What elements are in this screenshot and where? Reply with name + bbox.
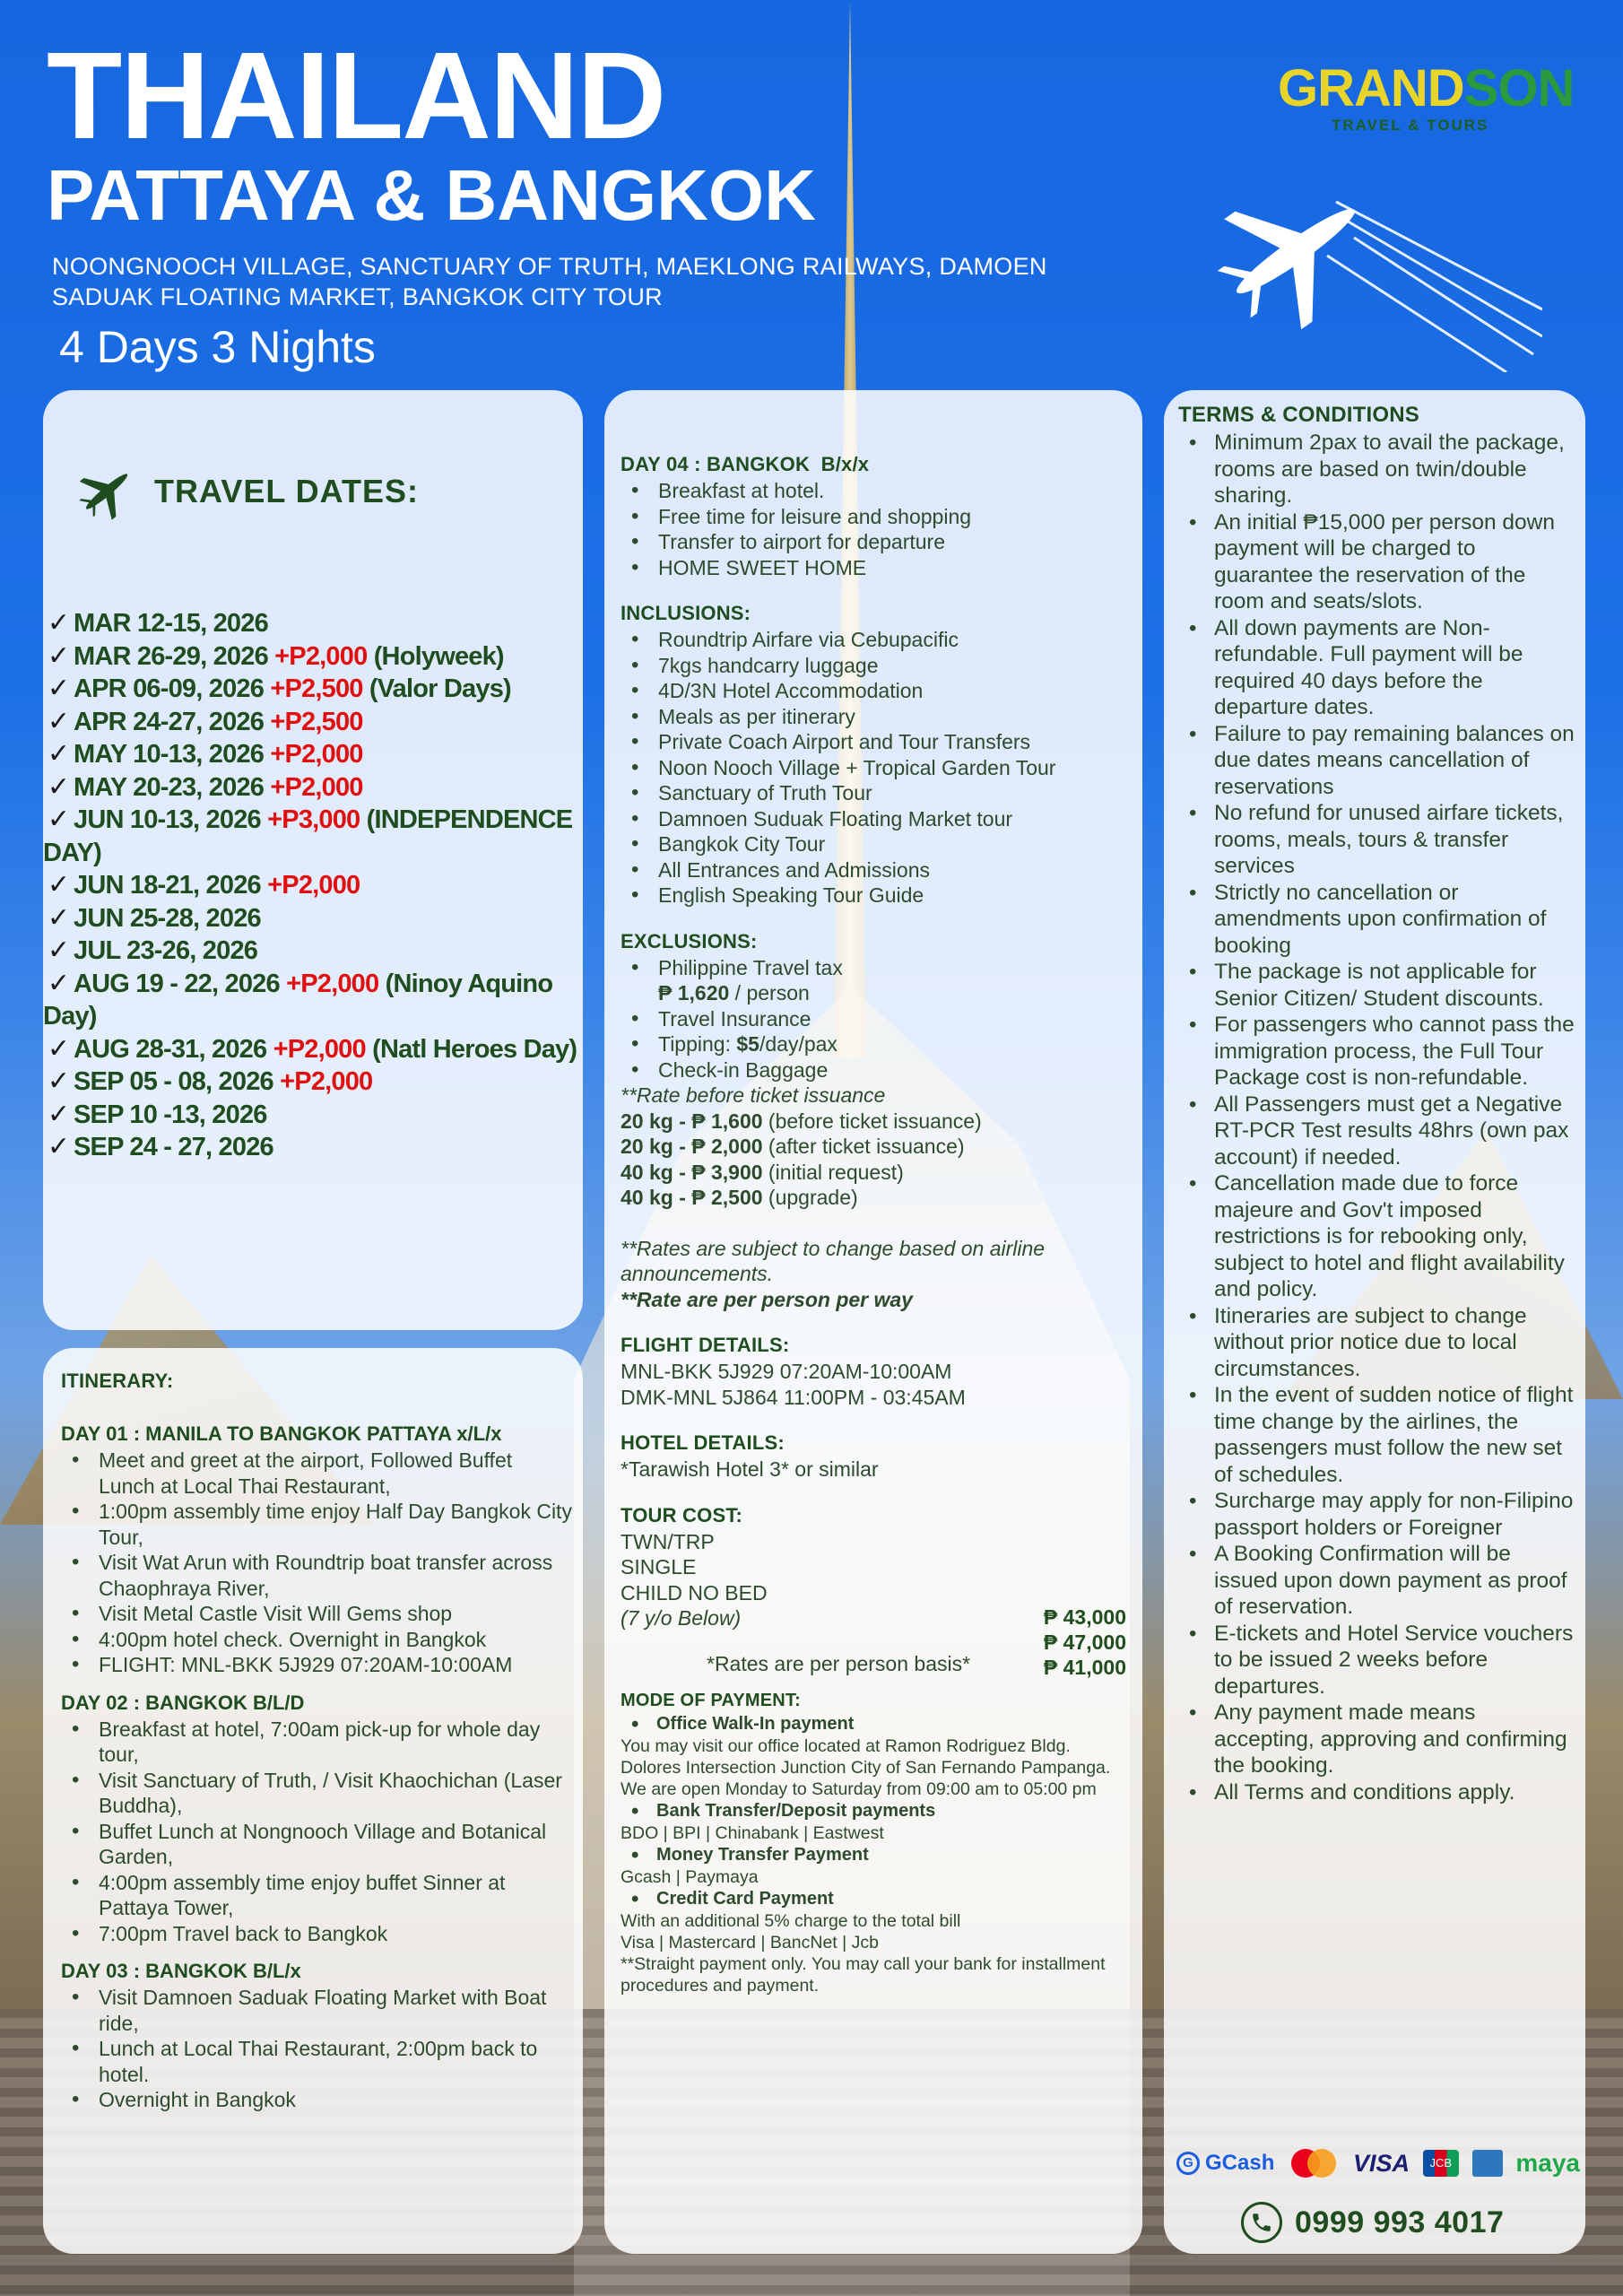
- list-item: • Overnight in Bangkok: [61, 2087, 572, 2113]
- check-icon: ✓: [47, 804, 70, 834]
- grandson-logo: [1278, 59, 1583, 152]
- baggage-rate-row: [621, 1109, 1132, 1135]
- list-item: • 4D/3N Hotel Accommodation: [621, 678, 1132, 704]
- travel-date: MAY 10-13, 2026: [74, 740, 265, 769]
- list-item: • Free time for leisure and shopping: [621, 504, 1132, 530]
- itinerary-day: [61, 1959, 572, 2113]
- list-item: • Surcharge may apply for non-Filipino passport holders or Foreigner: [1178, 1488, 1580, 1541]
- surcharge: +P2,000: [286, 969, 379, 998]
- tour-cost-heading: TOUR COST:: [621, 1503, 743, 1526]
- terms-list: [1178, 430, 1580, 1805]
- surcharge: +P2,000: [280, 1067, 373, 1096]
- list-item: • 7:00pm Travel back to Bangkok: [61, 1921, 572, 1947]
- list-item: • Visit Wat Arun with Roundtrip boat transfer across Chaophraya River,: [61, 1550, 572, 1601]
- day-title: DAY 02 : BANGKOK B/L/D: [61, 1691, 305, 1714]
- mastercard-logo: [1288, 2147, 1340, 2179]
- flight-heading: FLIGHT DETAILS:: [621, 1334, 790, 1356]
- travel-date-item: [43, 771, 583, 804]
- visa-logo: VISA: [1352, 2149, 1410, 2177]
- main-title: THAILAND: [47, 27, 665, 165]
- baggage-weight-price: 40 kg - ₱ 3,900: [621, 1160, 763, 1184]
- price-single: ₱ 47,000: [1043, 1630, 1126, 1654]
- cost-single: SINGLE: [621, 1555, 697, 1578]
- day4-list: [621, 478, 1132, 580]
- rate-note: **Rate before ticket issuance: [621, 1083, 886, 1107]
- check-icon: ✓: [47, 706, 70, 736]
- list-item: • All Terms and conditions apply.: [1178, 1779, 1580, 1806]
- check-icon: ✓: [47, 1132, 70, 1161]
- check-icon: ✓: [47, 739, 70, 769]
- travel-date-item: [43, 869, 583, 902]
- check-icon: ✓: [47, 870, 70, 900]
- per-way-note: **Rate are per person per way: [621, 1287, 913, 1311]
- travel-date: SEP 05 - 08, 2026: [74, 1067, 273, 1096]
- baggage-rate-note: (after ticket issuance): [762, 1135, 965, 1158]
- itinerary-panel: [43, 1348, 583, 2254]
- flight-outbound: MNL-BKK 5J929 07:20AM-10:00AM: [621, 1360, 952, 1383]
- travel-date-item: [43, 1065, 583, 1099]
- change-note: **Rates are subject to change based on airline announcements.: [621, 1236, 1046, 1285]
- list-item: • Bangkok City Tour: [621, 831, 1132, 857]
- list-item: • FLIGHT: MNL-BKK 5J929 07:20AM-10:00AM: [61, 1652, 572, 1678]
- list-item: • All Entrances and Admissions: [621, 857, 1132, 883]
- holiday-note: (INDEPENDENCE DAY): [43, 805, 573, 867]
- holiday-note: (Ninoy Aquino Day): [43, 969, 553, 1031]
- logo-name-right: SON: [1463, 59, 1575, 117]
- payment-block: [621, 1691, 1132, 1996]
- travel-date-item: [43, 640, 583, 674]
- baggage-rate-note: (upgrade): [762, 1186, 858, 1209]
- holiday-note: (Natl Heroes Day): [372, 1034, 577, 1064]
- check-icon: ✓: [47, 968, 70, 998]
- payment-card-title: • Credit Card Payment: [621, 1888, 1132, 1910]
- list-item: • Private Coach Airport and Tour Transfers: [621, 729, 1132, 755]
- travel-date-item: [43, 804, 583, 869]
- travel-date-item: [43, 1033, 583, 1066]
- list-item: • Itineraries are subject to change without prior notice due to local circumstances.: [1178, 1303, 1580, 1383]
- check-icon: ✓: [47, 771, 70, 802]
- travel-date: AUG 28-31, 2026: [74, 1034, 267, 1064]
- payment-logos: [1176, 2144, 1580, 2183]
- cost-twn: TWN/TRP: [621, 1529, 715, 1553]
- duration: 4 Days 3 Nights: [59, 322, 376, 372]
- phone-number[interactable]: 0999 993 4017: [1295, 2205, 1505, 2239]
- travel-date: SEP 10 -13, 2026: [74, 1100, 267, 1129]
- day-activities: [61, 1717, 572, 1947]
- list-item: • All down payments are Non-refundable. Full payment will be required 40 days before the departure dates.: [1178, 615, 1580, 721]
- travel-date: JUN 18-21, 2026: [74, 871, 261, 900]
- surcharge: +P2,000: [270, 772, 363, 802]
- list-item: • Transfer to airport for departure: [621, 529, 1132, 555]
- details-panel: [604, 390, 1142, 2254]
- list-item: • Failure to pay remaining balances on due dates means cancellation of reservations: [1178, 721, 1580, 801]
- exclusions-heading: EXCLUSIONS:: [621, 929, 758, 952]
- payment-money-text: Gcash | Paymaya: [621, 1866, 759, 1887]
- travel-date-item: [43, 1131, 583, 1164]
- travel-date: MAY 20-23, 2026: [74, 772, 265, 802]
- list-item: • Cancellation made due to force majeure and Gov't imposed restrictions is for rebooking only, subject to hotel and flight availability and policy.: [1178, 1170, 1580, 1303]
- payment-walkin-text: You may visit our office located at Ramon Rodriguez Bldg. Dolores Intersection Junction City of San Fernando Pampanga. We are open Monday to Saturday from 09:00 am to 05:00 pm: [621, 1735, 1111, 1799]
- travel-date-item: [43, 738, 583, 771]
- list-item: • Roundtrip Airfare via Cebupacific: [621, 627, 1132, 653]
- baggage-rate-row: [621, 1160, 1132, 1186]
- travel-date: APR 24-27, 2026: [74, 707, 265, 736]
- check-icon: ✓: [47, 608, 70, 638]
- phone-icon: [1241, 2202, 1282, 2243]
- travel-date: JUN 10-13, 2026: [74, 805, 261, 834]
- price-child: ₱ 41,000: [1043, 1655, 1126, 1679]
- baggage-rate-note: (initial request): [762, 1160, 904, 1184]
- travel-date: JUN 25-28, 2026: [74, 903, 261, 933]
- itinerary-heading: ITINERARY:: [61, 1370, 174, 1392]
- baggage-weight-price: 40 kg - ₱ 2,500: [621, 1186, 763, 1209]
- travel-date: AUG 19 - 22, 2026: [74, 969, 280, 998]
- list-item: • Minimum 2pax to avail the package, rooms are based on twin/double sharing.: [1178, 430, 1580, 509]
- list-item: • Damnoen Suduak Floating Market tour: [621, 806, 1132, 832]
- day-title: DAY 03 : BANGKOK B/L/x: [61, 1960, 301, 1982]
- flight-return: DMK-MNL 5J864 11:00PM - 03:45AM: [621, 1385, 966, 1409]
- contact-phone: [1241, 2202, 1504, 2243]
- payment-heading: MODE OF PAYMENT:: [621, 1690, 801, 1710]
- list-item: • In the event of sudden notice of flight time change by the airlines, the passengers must follow the new set of schedules.: [1178, 1382, 1580, 1488]
- baggage-weight-price: 20 kg - ₱ 1,600: [621, 1109, 763, 1133]
- exclusions-block: [621, 930, 1132, 1313]
- baggage-rate-row: [621, 1185, 1132, 1211]
- jcb-logo: JCB: [1423, 2150, 1459, 2177]
- payment-card-text1: With an additional 5% charge to the total bill: [621, 1910, 961, 1931]
- list-item: • 4:00pm hotel check. Overnight in Bangkok: [61, 1627, 572, 1653]
- cost-child-note: (7 y/o Below): [621, 1606, 742, 1630]
- day-title: DAY 01 : MANILA TO BANGKOK PATTAYA x/L/x: [61, 1422, 502, 1445]
- price-twn: ₱ 43,000: [1043, 1605, 1126, 1629]
- airplane-icon: [75, 460, 138, 523]
- list-item: • Visit Metal Castle Visit Will Gems shop: [61, 1601, 572, 1627]
- surcharge: +P3,000: [267, 805, 360, 834]
- surcharge: +P2,000: [274, 641, 368, 671]
- list-item: • Buffet Lunch at Nongnooch Village and Botanical Garden,: [61, 1819, 572, 1870]
- travel-date-item: [43, 935, 583, 968]
- travel-date-item: [43, 968, 583, 1033]
- payment-bank-title: • Bank Transfer/Deposit payments: [621, 1800, 1132, 1822]
- travel-date: SEP 24 - 27, 2026: [74, 1133, 273, 1161]
- cost-child: CHILD NO BED: [621, 1580, 768, 1605]
- cost-basis-note: *Rates are per person basis*: [707, 1651, 971, 1675]
- logo-name-left: GRAND: [1278, 59, 1464, 117]
- places-list: NOONGNOOCH VILLAGE, SANCTUARY OF TRUTH, MAEKLONG RAILWAYS, DAMOEN SADUAK FLOATING MARKET, BANGKOK CITY TOUR: [52, 253, 1047, 310]
- travel-dates-header: [75, 460, 419, 523]
- list-item: • Breakfast at hotel.: [621, 478, 1132, 504]
- list-item: • Visit Damnoen Saduak Floating Market with Boat ride,: [61, 1985, 572, 2036]
- payment-bank-text: BDO | BPI | Chinabank | Eastwest: [621, 1822, 884, 1843]
- baggage-weight-price: 20 kg - ₱ 2,000: [621, 1135, 763, 1158]
- payment-money-title: • Money Transfer Payment: [621, 1844, 1132, 1866]
- flight-block: [621, 1334, 1132, 1410]
- check-icon: ✓: [47, 674, 70, 703]
- baggage-rate-note: (before ticket issuance): [762, 1109, 982, 1133]
- baggage-rate-row: [621, 1134, 1132, 1160]
- subtitle: PATTAYA & BANGKOK: [47, 155, 816, 235]
- surcharge: +P2,000: [273, 1034, 366, 1064]
- terms-heading: TERMS & CONDITIONS: [1178, 403, 1419, 427]
- travel-dates-panel: [43, 390, 583, 1330]
- travel-date: MAR 12-15, 2026: [74, 609, 268, 638]
- logo-tagline: TRAVEL & TOURS: [1332, 117, 1489, 134]
- inclusions-block: [621, 602, 1132, 909]
- hotel-name: *Tarawish Hotel 3* or similar: [621, 1457, 879, 1481]
- check-icon: ✓: [47, 640, 70, 671]
- travel-dates-list: [43, 607, 583, 1164]
- list-item: • Lunch at Local Thai Restaurant, 2:00pm back to hotel.: [61, 2036, 572, 2087]
- inclusions-list: [621, 627, 1132, 909]
- list-item: • Visit Sanctuary of Truth, / Visit Khaochichan (Laser Buddha),: [61, 1768, 572, 1819]
- terms-panel: [1164, 390, 1585, 2254]
- baggage-rates: [621, 1109, 1132, 1211]
- exclusions-list: [621, 955, 1132, 1083]
- check-icon: ✓: [47, 935, 70, 965]
- list-item: • For passengers who cannot pass the immigration process, the Full Tour Package cost is non-refundable.: [1178, 1012, 1580, 1091]
- list-item: • Sanctuary of Truth Tour: [621, 780, 1132, 806]
- hotel-heading: HOTEL DETAILS:: [621, 1431, 785, 1454]
- surcharge: +P2,000: [267, 871, 360, 900]
- list-item: • 1:00pm assembly time enjoy Half Day Bangkok City Tour,: [61, 1499, 572, 1550]
- holiday-note: (Valor Days): [369, 674, 511, 703]
- day-activities: [61, 1985, 572, 2113]
- check-icon: ✓: [47, 902, 70, 933]
- list-item: • E-tickets and Hotel Service vouchers to be issued 2 weeks before departures.: [1178, 1621, 1580, 1700]
- list-item: • English Speaking Tour Guide: [621, 883, 1132, 909]
- amex-logo: [1472, 2150, 1503, 2177]
- list-item: • Meet and greet at the airport, Followed Buffet Lunch at Local Thai Restaurant,: [61, 1448, 572, 1499]
- list-item: • A Booking Confirmation will be issued upon down payment as proof of reservation.: [1178, 1541, 1580, 1621]
- list-item: • Noon Nooch Village + Tropical Garden Tour: [621, 755, 1132, 781]
- hotel-block: [621, 1431, 1132, 1483]
- surcharge: +P2,500: [270, 674, 363, 703]
- travel-date-item: [43, 1099, 583, 1132]
- payment-card-text3: **Straight payment only. You may call your bank for installment procedures and payment.: [621, 1953, 1106, 1996]
- surcharge: +P2,500: [270, 707, 363, 736]
- list-item: • Any payment made means accepting, approving and confirming the booking.: [1178, 1700, 1580, 1779]
- itinerary-day: [61, 1422, 572, 1678]
- cost-prices: [1044, 1605, 1126, 1680]
- surcharge: +P2,000: [270, 740, 363, 769]
- list-item: • Tipping: $5/day/pax: [621, 1031, 1132, 1057]
- check-icon: ✓: [47, 1099, 70, 1129]
- list-item: • No refund for unused airfare tickets, rooms, meals, tours & transfer services: [1178, 800, 1580, 880]
- list-item: • The package is not applicable for Senior Citizen/ Student discounts.: [1178, 959, 1580, 1012]
- list-item: • Check-in Baggage: [621, 1057, 1132, 1083]
- travel-dates-heading: TRAVEL DATES:: [154, 473, 420, 509]
- check-icon: ✓: [47, 1066, 70, 1096]
- travel-date: APR 06-09, 2026: [74, 674, 265, 703]
- maya-logo: maya: [1515, 2149, 1580, 2177]
- list-item: • HOME SWEET HOME: [621, 555, 1132, 581]
- list-item: • All Passengers must get a Negative RT-PCR Test results 48hrs (own pax account) if needed.: [1178, 1091, 1580, 1171]
- list-item: • Meals as per itinerary: [621, 704, 1132, 730]
- travel-date-item: [43, 607, 583, 640]
- list-item: • An initial ₱15,000 per person down payment will be charged to guarantee the reservation of the room and seats/slots.: [1178, 509, 1580, 615]
- inclusions-heading: INCLUSIONS:: [621, 602, 751, 624]
- day4-block: [621, 453, 1132, 580]
- payment-card-text2: Visa | Mastercard | BancNet | Jcb: [621, 1932, 879, 1952]
- day-activities: [61, 1448, 572, 1678]
- list-item: • 4:00pm assembly time enjoy buffet Sinner at Pattaya Tower,: [61, 1870, 572, 1921]
- gcash-logo: G GCash: [1176, 2151, 1274, 2176]
- payment-walkin-title: • Office Walk-In payment: [621, 1713, 1132, 1735]
- travel-date-item: [43, 902, 583, 935]
- list-item: • Travel Insurance: [621, 1006, 1132, 1032]
- travel-date: MAR 26-29, 2026: [74, 641, 268, 671]
- holiday-note: (Holyweek): [373, 641, 504, 671]
- airplane-icon: [1211, 166, 1542, 372]
- list-item: • Breakfast at hotel, 7:00am pick-up for whole day tour,: [61, 1717, 572, 1768]
- list-item: • Philippine Travel tax ₱ 1,620 / person: [621, 955, 1132, 1006]
- travel-date-item: [43, 706, 583, 739]
- list-item: • 7kgs handcarry luggage: [621, 653, 1132, 679]
- travel-date-item: [43, 673, 583, 706]
- list-item: • Strictly no cancellation or amendments upon confirmation of booking: [1178, 880, 1580, 960]
- day4-title: DAY 04 : BANGKOK B/x/x: [621, 453, 870, 475]
- travel-date: JUL 23-26, 2026: [74, 936, 258, 965]
- check-icon: ✓: [47, 1033, 70, 1064]
- itinerary-day: [61, 1691, 572, 1947]
- tour-cost-block: [621, 1503, 1132, 1679]
